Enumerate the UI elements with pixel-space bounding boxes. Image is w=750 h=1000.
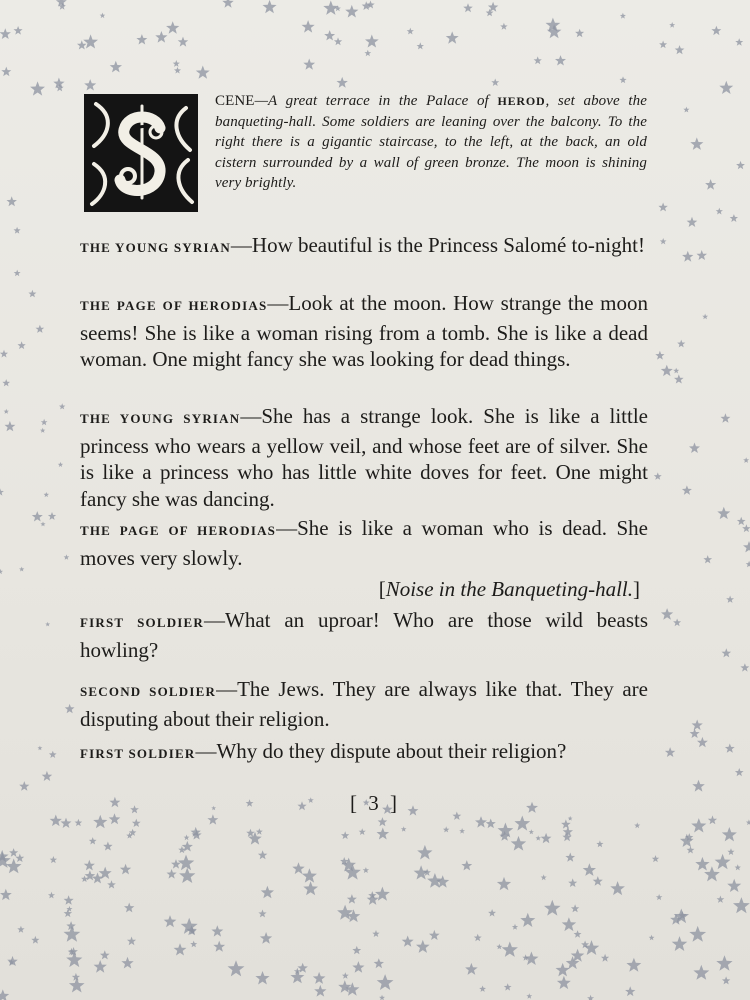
- star-decoration: [64, 554, 70, 559]
- page-number: [ 3 ]: [350, 791, 400, 815]
- star-decoration: [536, 835, 541, 840]
- star-decoration: [337, 905, 353, 920]
- star-decoration: [683, 107, 689, 113]
- star-decoration: [626, 958, 641, 972]
- star-decoration: [571, 904, 579, 912]
- star-decoration: [610, 881, 625, 895]
- speech-4: [80, 515, 648, 571]
- star-decoration: [213, 941, 225, 952]
- star-decoration: [1, 67, 11, 77]
- star-decoration: [401, 826, 407, 831]
- star-decoration: [733, 897, 750, 913]
- star-decoration: [84, 860, 95, 871]
- star-decoration: [674, 374, 684, 383]
- star-decoration: [634, 822, 640, 828]
- star-decoration: [367, 894, 379, 905]
- star-decoration: [677, 340, 685, 348]
- star-decoration: [258, 910, 266, 918]
- star-decoration: [64, 926, 81, 942]
- star-decoration: [541, 833, 552, 843]
- speaker-name: FIRST SOLDIER: [80, 615, 205, 630]
- star-decoration: [5, 421, 16, 431]
- star-decoration: [491, 79, 499, 87]
- star-decoration: [58, 462, 63, 467]
- star-decoration: [407, 28, 414, 35]
- star-decoration: [446, 31, 459, 43]
- star-decoration: [443, 826, 449, 832]
- star-decoration: [173, 60, 180, 67]
- star-decoration: [497, 877, 511, 890]
- star-decoration: [524, 952, 538, 966]
- star-decoration: [6, 859, 22, 874]
- star-decoration: [675, 45, 685, 54]
- stage-open-bracket: [: [378, 577, 386, 601]
- star-decoration: [65, 704, 75, 713]
- star-decoration: [127, 937, 136, 946]
- star-decoration: [661, 365, 673, 376]
- star-decoration: [258, 850, 268, 859]
- star-decoration: [402, 936, 414, 947]
- star-decoration: [746, 561, 750, 568]
- star-decoration: [178, 37, 189, 47]
- star-decoration: [726, 596, 734, 603]
- star-decoration: [313, 972, 326, 984]
- star-decoration: [691, 818, 706, 832]
- star-decoration: [120, 864, 131, 875]
- star-decoration: [722, 976, 730, 984]
- star-decoration: [132, 819, 141, 827]
- star-decoration: [625, 986, 635, 996]
- star-decoration: [687, 217, 698, 227]
- star-decoration: [164, 915, 177, 927]
- speech-5: [80, 607, 648, 663]
- star-decoration: [48, 512, 56, 520]
- star-decoration: [2, 379, 10, 386]
- star-decoration: [83, 34, 98, 48]
- star-decoration: [500, 23, 507, 30]
- star-decoration: [365, 35, 379, 48]
- star-decoration: [181, 918, 198, 934]
- star-decoration: [347, 894, 357, 904]
- ornamental-s-icon: [84, 94, 198, 212]
- star-decoration: [693, 965, 709, 980]
- star-decoration: [575, 29, 584, 38]
- star-decoration: [4, 409, 9, 414]
- star-decoration: [727, 848, 734, 855]
- star-decoration: [15, 854, 24, 862]
- speech-6: [80, 676, 648, 732]
- star-decoration: [692, 780, 705, 792]
- star-decoration: [737, 517, 746, 525]
- star-decoration: [556, 963, 570, 977]
- star-decoration: [42, 771, 53, 781]
- star-decoration: [695, 857, 709, 871]
- star-decoration: [302, 868, 317, 882]
- star-decoration: [705, 179, 716, 190]
- star-decoration: [474, 934, 482, 942]
- star-decoration: [735, 864, 741, 870]
- star-decoration: [511, 836, 527, 851]
- star-decoration: [61, 818, 72, 828]
- star-decoration: [174, 67, 181, 74]
- star-decoration: [17, 926, 24, 933]
- star-decoration: [50, 856, 57, 863]
- star-decoration: [30, 81, 45, 95]
- star-decoration: [682, 485, 692, 495]
- speech-7: [80, 738, 648, 768]
- star-decoration: [568, 816, 573, 821]
- star-decoration: [736, 161, 745, 169]
- speaker-name: THE PAGE OF HERODIAS: [80, 523, 277, 538]
- star-decoration: [69, 978, 85, 993]
- star-decoration: [708, 815, 717, 824]
- star-decoration: [649, 935, 655, 941]
- star-decoration: [72, 973, 80, 981]
- stage-direction: [80, 576, 640, 602]
- star-decoration: [488, 909, 496, 917]
- star-decoration: [715, 854, 731, 869]
- scene-text-part-2: , set above the banqueting-hall. Some soldiers are leaning over the balcony. To the right there is a gigantic staircase, to the left, at the back, an old cistern surrounded by a wall of green bronze. The moon is shining very brightly.: [215, 93, 648, 191]
- star-decoration: [416, 940, 430, 953]
- star-decoration: [544, 900, 561, 916]
- star-decoration: [555, 55, 566, 65]
- star-decoration: [184, 835, 190, 841]
- star-decoration: [620, 13, 626, 19]
- star-decoration: [486, 819, 496, 829]
- star-decoration: [19, 781, 29, 791]
- star-decoration: [529, 829, 534, 834]
- star-decoration: [682, 251, 693, 262]
- speech-text: —What an uproar! Who are those wild beasts howling?: [80, 608, 648, 662]
- star-decoration: [352, 946, 361, 954]
- star-decoration: [49, 751, 57, 758]
- star-decoration: [417, 845, 432, 860]
- star-decoration: [121, 957, 133, 969]
- star-decoration: [334, 37, 342, 45]
- star-decoration: [727, 879, 741, 892]
- star-decoration: [583, 863, 596, 876]
- star-decoration: [103, 842, 112, 851]
- star-decoration: [379, 995, 385, 1000]
- star-decoration: [41, 419, 48, 425]
- star-decoration: [496, 944, 502, 950]
- star-decoration: [9, 848, 18, 857]
- star-decoration: [314, 985, 326, 997]
- star-decoration: [362, 1, 371, 10]
- star-decoration: [655, 351, 664, 360]
- star-decoration: [743, 457, 749, 463]
- star-decoration: [557, 976, 571, 989]
- star-decoration: [292, 862, 304, 874]
- star-decoration: [166, 21, 179, 34]
- star-decoration: [514, 816, 530, 831]
- star-decoration: [94, 960, 107, 973]
- star-decoration: [323, 1, 338, 15]
- star-decoration: [38, 746, 43, 751]
- star-decoration: [520, 913, 535, 927]
- star-decoration: [377, 974, 394, 990]
- star-decoration: [0, 989, 9, 1000]
- star-decoration: [673, 368, 679, 374]
- star-decoration: [461, 860, 472, 870]
- star-decoration: [372, 930, 379, 937]
- star-decoration: [722, 648, 732, 657]
- star-decoration: [526, 993, 532, 999]
- speech-text: —Look at the moon. How strange the moon seems! She is like a woman rising from a tomb. She is like a dead woman. One might fancy she was looking for dead things.: [80, 291, 648, 371]
- star-decoration: [178, 855, 195, 871]
- star-decoration: [661, 608, 673, 620]
- star-decoration: [654, 472, 662, 479]
- star-decoration: [256, 828, 263, 835]
- star-decoration: [697, 250, 708, 260]
- star-decoration: [174, 943, 187, 955]
- star-decoration: [568, 878, 577, 887]
- star-decoration: [324, 30, 335, 40]
- speaker-name: THE YOUNG SYRIAN: [80, 411, 241, 426]
- stage-close-bracket: ]: [633, 577, 640, 601]
- speaker-name: THE PAGE OF HERODIAS: [80, 298, 268, 313]
- star-decoration: [0, 488, 4, 495]
- speech-text: —How beautiful is the Princess Salomé to-night!: [230, 233, 646, 257]
- star-decoration: [746, 819, 750, 825]
- star-decoration: [656, 894, 663, 900]
- scene-text: [215, 91, 647, 194]
- star-decoration: [463, 3, 473, 12]
- star-decoration: [263, 0, 277, 13]
- star-decoration: [40, 522, 45, 527]
- star-decoration: [620, 76, 627, 83]
- star-decoration: [562, 832, 571, 841]
- star-decoration: [303, 881, 318, 895]
- scene-description: [84, 93, 648, 214]
- star-decoration: [290, 970, 304, 983]
- star-decoration: [14, 26, 23, 35]
- star-decoration: [717, 507, 730, 519]
- star-decoration: [716, 955, 732, 971]
- star-decoration: [704, 866, 720, 881]
- initial-rest: CENE: [215, 93, 255, 109]
- star-decoration: [345, 5, 358, 18]
- star-decoration: [100, 950, 110, 959]
- scene-text-part-1: —A great terrace in the Palace of: [254, 93, 498, 109]
- star-decoration: [363, 867, 369, 873]
- star-decoration: [302, 20, 315, 32]
- star-decoration: [64, 895, 74, 905]
- star-decoration: [669, 22, 675, 28]
- star-decoration: [0, 28, 11, 39]
- star-decoration: [735, 38, 743, 46]
- star-decoration: [0, 350, 8, 358]
- star-decoration: [711, 26, 721, 35]
- star-decoration: [377, 828, 390, 840]
- star-decoration: [84, 79, 96, 90]
- star-decoration: [136, 34, 147, 44]
- star-decoration: [75, 819, 83, 826]
- speech-text: —She has a strange look. She is like a little princess who wears a yellow veil, and whose feet are of silver. She is like a princess who has little white doves for feet. One might fancy she was dancing.: [80, 404, 648, 511]
- star-decoration: [562, 917, 577, 931]
- speech-text: —She is like a woman who is dead. She moves very slowly.: [80, 516, 648, 570]
- star-decoration: [342, 972, 349, 979]
- star-decoration: [190, 941, 197, 948]
- star-decoration: [465, 963, 478, 975]
- star-decoration: [740, 663, 749, 671]
- star-decoration: [658, 203, 667, 212]
- speech-1: [80, 232, 648, 262]
- star-decoration: [48, 892, 55, 899]
- star-decoration: [303, 59, 315, 70]
- star-decoration: [459, 828, 465, 834]
- star-decoration: [124, 903, 134, 913]
- star-decoration: [222, 0, 233, 8]
- star-decoration: [59, 403, 65, 409]
- star-decoration: [565, 853, 575, 862]
- star-decoration: [429, 930, 440, 940]
- star-decoration: [574, 930, 582, 938]
- star-decoration: [703, 555, 712, 563]
- star-decoration: [107, 880, 116, 888]
- star-decoration: [50, 815, 62, 827]
- star-decoration: [0, 889, 12, 900]
- star-decoration: [196, 66, 210, 79]
- speaker-name: THE YOUNG SYRIAN: [80, 240, 231, 255]
- star-decoration: [14, 227, 21, 234]
- star-decoration: [378, 817, 388, 826]
- star-decoration: [673, 619, 681, 627]
- star-decoration: [364, 50, 371, 57]
- star-decoration: [702, 314, 708, 320]
- star-decoration: [735, 768, 744, 776]
- star-decoration: [725, 744, 735, 753]
- star-decoration: [89, 837, 97, 844]
- star-decoration: [93, 815, 107, 829]
- star-decoration: [672, 936, 688, 951]
- star-decoration: [689, 443, 700, 454]
- star-decoration: [36, 325, 45, 333]
- star-decoration: [255, 971, 269, 985]
- star-decoration: [593, 876, 603, 886]
- star-decoration: [261, 886, 274, 899]
- star-decoration: [359, 828, 366, 835]
- star-decoration: [167, 869, 177, 879]
- star-decoration: [660, 238, 667, 244]
- star-decoration: [659, 41, 667, 49]
- speech-2: [80, 290, 648, 373]
- star-decoration: [66, 952, 82, 967]
- star-decoration: [44, 492, 49, 497]
- star-decoration: [246, 829, 255, 837]
- star-decoration: [40, 428, 45, 433]
- speaker-name: SECOND SOLDIER: [80, 684, 217, 699]
- star-decoration: [504, 983, 512, 990]
- star-decoration: [100, 13, 106, 19]
- star-decoration: [19, 567, 24, 572]
- star-decoration: [716, 208, 723, 215]
- decorative-initial-s: [84, 94, 198, 212]
- star-decoration: [417, 42, 424, 49]
- star-decoration: [423, 869, 431, 876]
- star-decoration: [690, 729, 700, 739]
- star-decoration: [352, 961, 364, 973]
- speech-text: —Why do they dispute about their religion?: [195, 739, 567, 763]
- star-decoration: [155, 31, 167, 43]
- star-decoration: [722, 827, 737, 841]
- star-decoration: [680, 834, 694, 847]
- star-decoration: [341, 831, 349, 839]
- star-decoration: [0, 569, 3, 574]
- star-decoration: [211, 925, 223, 936]
- star-decoration: [652, 855, 659, 862]
- star-decoration: [690, 137, 703, 150]
- speaker-name: FIRST SOLDIER: [80, 746, 196, 761]
- star-decoration: [337, 77, 348, 88]
- star-decoration: [32, 511, 43, 521]
- star-decoration: [730, 214, 738, 222]
- star-decoration: [689, 926, 706, 942]
- star-decoration: [77, 40, 87, 49]
- stage-direction-text: Noise in the Banqueting-hall.: [385, 577, 633, 601]
- star-decoration: [31, 936, 39, 944]
- star-decoration: [601, 954, 609, 962]
- star-decoration: [502, 942, 518, 957]
- star-decoration: [665, 747, 675, 757]
- star-decoration: [687, 846, 695, 853]
- star-decoration: [110, 61, 122, 73]
- star-decoration: [719, 81, 733, 94]
- star-decoration: [587, 995, 594, 1000]
- star-decoration: [541, 874, 547, 880]
- star-decoration: [692, 720, 703, 731]
- star-decoration: [547, 24, 562, 38]
- star-decoration: [475, 816, 487, 828]
- star-decoration: [534, 56, 542, 64]
- star-decoration: [81, 876, 88, 883]
- star-decoration: [45, 622, 50, 627]
- star-decoration: [743, 541, 750, 552]
- speech-3: [80, 403, 648, 512]
- star-decoration: [7, 196, 17, 206]
- star-decoration: [596, 840, 603, 847]
- star-decoration: [18, 341, 26, 349]
- star-decoration: [697, 737, 708, 747]
- star-decoration: [742, 524, 750, 532]
- star-decoration: [479, 986, 486, 992]
- star-decoration: [228, 960, 245, 976]
- star-decoration: [374, 958, 384, 968]
- star-decoration: [14, 270, 21, 277]
- star-decoration: [561, 819, 571, 828]
- star-decoration: [717, 896, 725, 903]
- star-decoration: [584, 940, 600, 955]
- star-decoration: [721, 413, 731, 422]
- herod-name: HEROD: [497, 94, 546, 108]
- speech-text: —The Jews. They are always like that. They are disputing about their religion.: [80, 677, 648, 731]
- star-decoration: [260, 932, 272, 944]
- star-decoration: [512, 924, 518, 930]
- star-decoration: [28, 290, 36, 298]
